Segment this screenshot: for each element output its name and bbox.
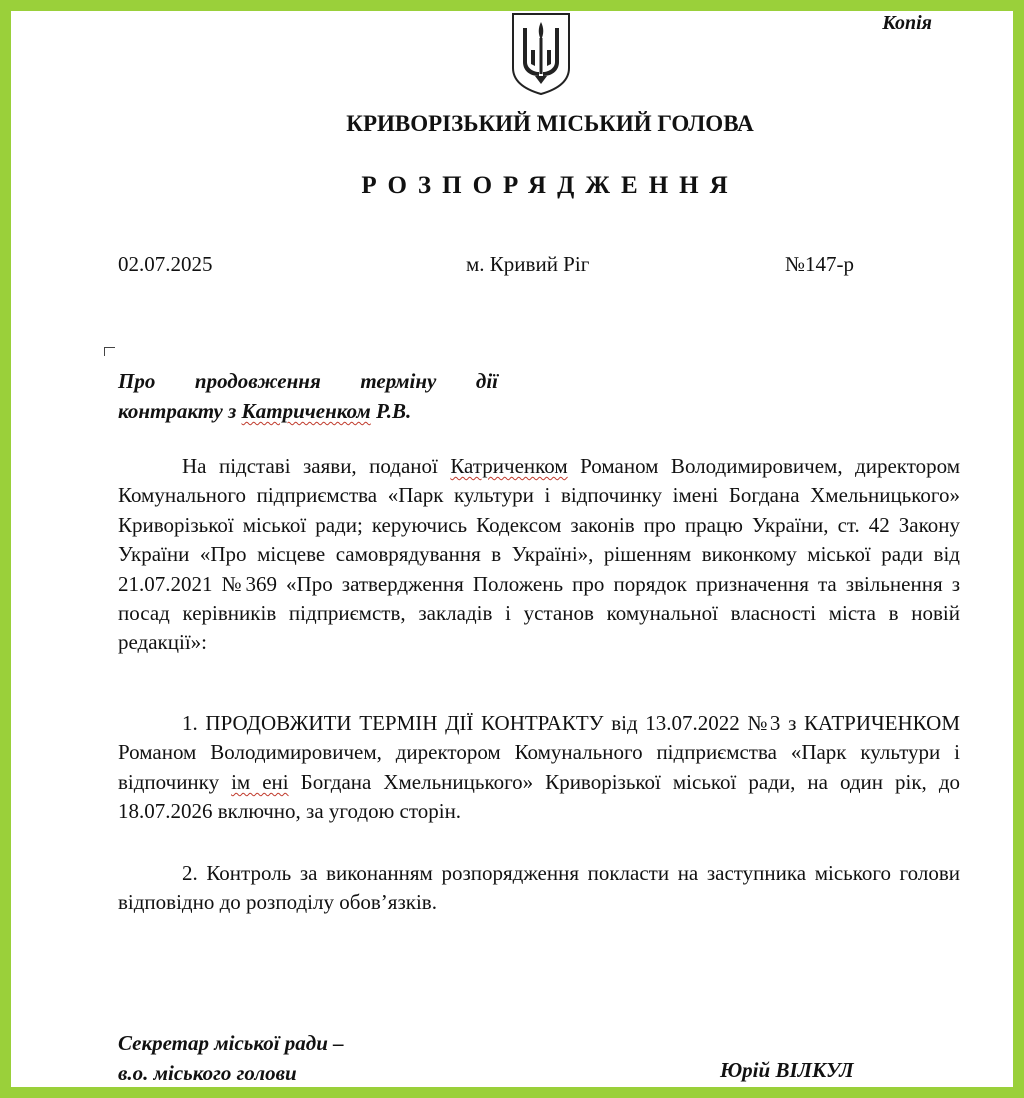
clause-1-paragraph [118,709,960,827]
clause-1-typo: ім ені [231,769,289,794]
subject-name: Катриченком [241,399,371,423]
subject-suffix: Р.В. [370,399,412,423]
subject-line-2 [118,396,498,426]
preamble-rest: Романом Володимировичем, директором Комунального підприємства «Парк культури і відпочинку імені Богдана Хмельницького» Криворізької міської ради; керуючись Кодексом законів про працю України, ст. 42 Закону України «Про місцеве самоврядування в Україні», рішенням виконкому міської ради від 21.07.2021 №369 «Про затвердження Положень про порядок призначення та звільнення з посад керівників підприємств, закладів і установ комунальної власності міста в новій редакції»: [118,454,960,655]
issuing-authority: КРИВОРІЗЬКИЙ МІСЬКИЙ ГОЛОВА [346,111,754,136]
document-number: №147-р [785,252,855,276]
clause-1-start: 1. ПРОДОВЖИТИ ТЕРМІН ДІЇ КОНТРАКТУ від 13.07.2022 №3 з КАТРИЧЕНКОМ Романом Володимировичем, директором Комунального підприємства «Парк культури і відпочинку [118,711,960,794]
copy-mark: Копія [882,12,932,34]
signer-position-line-2: в.о. міського голови [118,1061,297,1085]
document-date: 02.07.2025 [118,252,213,276]
clause-2-paragraph: 2. Контроль за виконанням розпорядження покласти на заступника міського голови відповідно до розподілу обов’язків. [118,861,960,915]
subject-corner-mark [104,347,115,356]
preamble-name: Катриченком [450,454,568,478]
document-city: м. Кривий Ріг [466,252,590,276]
document-subject [118,366,498,426]
subject-line-1: Про продовження терміну дії [118,369,498,393]
signer-position [118,1028,344,1088]
signer-position-line-1: Секретар міської ради – [118,1031,344,1055]
preamble-paragraph [118,452,960,658]
document-type-title: РОЗПОРЯДЖЕННЯ [361,172,739,199]
preamble-start: На підставі заяви, поданої [182,454,451,478]
clause-1-rest: Богдана Хмельницького» Криворізької міської ради, на один рік, до 18.07.2026 включно, за угодою сторін. [118,769,960,824]
signer-name: Юрій ВІЛКУЛ [720,1058,854,1082]
ukraine-trident-coat-of-arms-icon [509,10,573,96]
subject-prefix: контракту з [118,399,242,423]
